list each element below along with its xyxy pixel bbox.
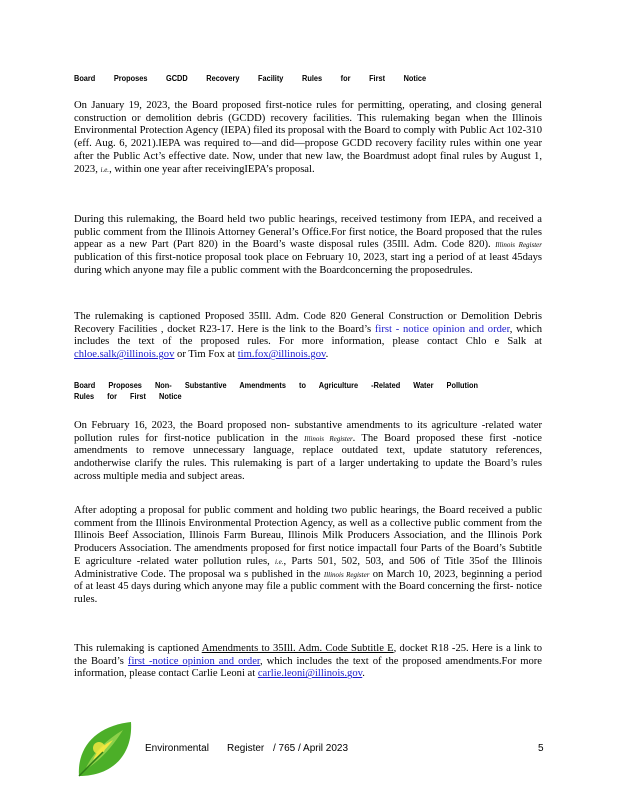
paragraph-agri-comments <box>74 505 542 607</box>
text: . <box>362 668 365 680</box>
paragraph-gcdd-hearings <box>74 214 542 278</box>
illinois-register-ref: Illinois Register <box>495 241 542 250</box>
footer-issue: / 765 / April 2023 <box>273 743 349 754</box>
text: After adopting a proposal for public comment and holding two public hearings, the Board received a public comment from the Illinois Environmental Protection Agency, as well as a collective public comment from the Illinois Beef Association, Illinois Farm Bureau, Illinois Milk Producers Association, and the Illinois Pork Producers Association. The amendments proposed for first notice impactall four Parts of the Board’s Subtitle E agriculture -related water pollution rules, <box>74 505 542 567</box>
chloe-salk-email-link[interactable]: chloe.salk@illinois.gov <box>74 349 175 361</box>
section-heading-agriculture: Board Proposes Non- Substantive Amendments to Agriculture -Related Water Pollution Rules for First Notice <box>74 381 479 401</box>
footer-publication: Environmental <box>145 743 209 754</box>
text: on March 10, 2023, beginning a period of at least 45 days during which anyone may file a public comment with the Board concerning the first- notice rules. <box>74 568 542 605</box>
text: On February 16, 2023, the Board proposed non- substantive amendments to its agriculture -related water pollution rules for first-notice publication in the <box>74 420 542 444</box>
text: or Tim Fox at <box>177 349 236 361</box>
text: . The Board proposed these first -notice amendments to remove unnecessary language, replace outdated text, update statutory references, andotherwise clarify the rules. This rulemaking is part of a larger undertaking to update the Board’s rules across multiple media and subject areas. <box>74 432 542 482</box>
tim-fox-email-link[interactable]: tim.fox@illinois.gov <box>237 349 326 361</box>
text: , docket R18 -25. Here is a link to the Board’s <box>74 643 542 667</box>
agri-opinion-link[interactable]: first -notice opinion and order <box>127 655 261 667</box>
text: . <box>325 349 329 361</box>
text: publication of this first-notice proposal took place on February 10, 2023, start ing a period of at least 45days during which anyone may file a public comment with the Boardconcerning the proposedrules. <box>74 252 542 276</box>
illinois-register-ref: Illinois Register <box>323 570 370 579</box>
gcdd-opinion-link[interactable]: first - notice opinion and order <box>374 323 510 335</box>
text: , which includes the text of the proposed rules. For more information, please contact Chlo e Salk at <box>74 323 542 348</box>
text: This rulemaking is captioned <box>74 643 200 654</box>
rulemaking-caption: Amendments to 35Ill. Adm. Code Subtitle E <box>201 643 394 654</box>
text: During this rulemaking, the Board held two public hearings, received testimony from IEPA, and received a public comment from the Illinois Attorney General’s Office.For first notice, the Board proposed that the rules appear as a new Part (Part 820) in the Board’s waste disposal rules (35Ill. Adm. Code 820). <box>74 214 542 251</box>
leaf-logo-icon <box>73 718 137 782</box>
text: , Parts 501, 502, 503, and 506 of Title 35of the Illinois Administrative Code. The proposal wa s published in the <box>74 555 542 580</box>
ie-abbrev: i.e. <box>100 165 110 174</box>
paragraph-gcdd-caption <box>74 311 542 362</box>
text: On January 19, 2023, the Board proposed first-notice rules for permitting, operating, and closing general construction or demolition debris (GCDD) recovery facilities. This rulemaking began when the Illinois Environmental Protection Agency (IEPA) filed its proposal with the Board to comply with Public Act 102-310 (eff. Aug. 6, 2021).IEPA was required to—and did—propose GCDD recovery facility rules within one year after the Public Act’s effective date. Now, under that new law, the Boardmust adopt final rules by August 1, 2023, <box>74 100 542 175</box>
text: , which includes the text of the proposed amendments.For more information, please contact Carlie Leoni at <box>74 655 542 680</box>
carlie-leoni-email-link[interactable]: carlie.leoni@illinois.gov <box>257 668 363 680</box>
text: The rulemaking is captioned Proposed 35Ill. Adm. Code 820 General Construction or Demolition Debris Recovery Facilities , docket R23-17. Here is the link to the Board’s <box>74 311 542 335</box>
page-number: 5 <box>538 743 544 754</box>
illinois-register-ref: Illinois Register <box>304 434 353 443</box>
footer-register: Register <box>227 743 265 754</box>
paragraph-agri-intro <box>74 420 542 484</box>
paragraph-gcdd-intro <box>74 100 542 176</box>
text: , within one year after receivingIEPA’s proposal. <box>109 163 315 175</box>
section-heading-gcdd: Board Proposes GCDD Recovery Facility Rules for First Notice <box>74 74 427 83</box>
paragraph-agri-caption <box>74 643 542 681</box>
ie-abbrev: i.e. <box>274 557 284 566</box>
